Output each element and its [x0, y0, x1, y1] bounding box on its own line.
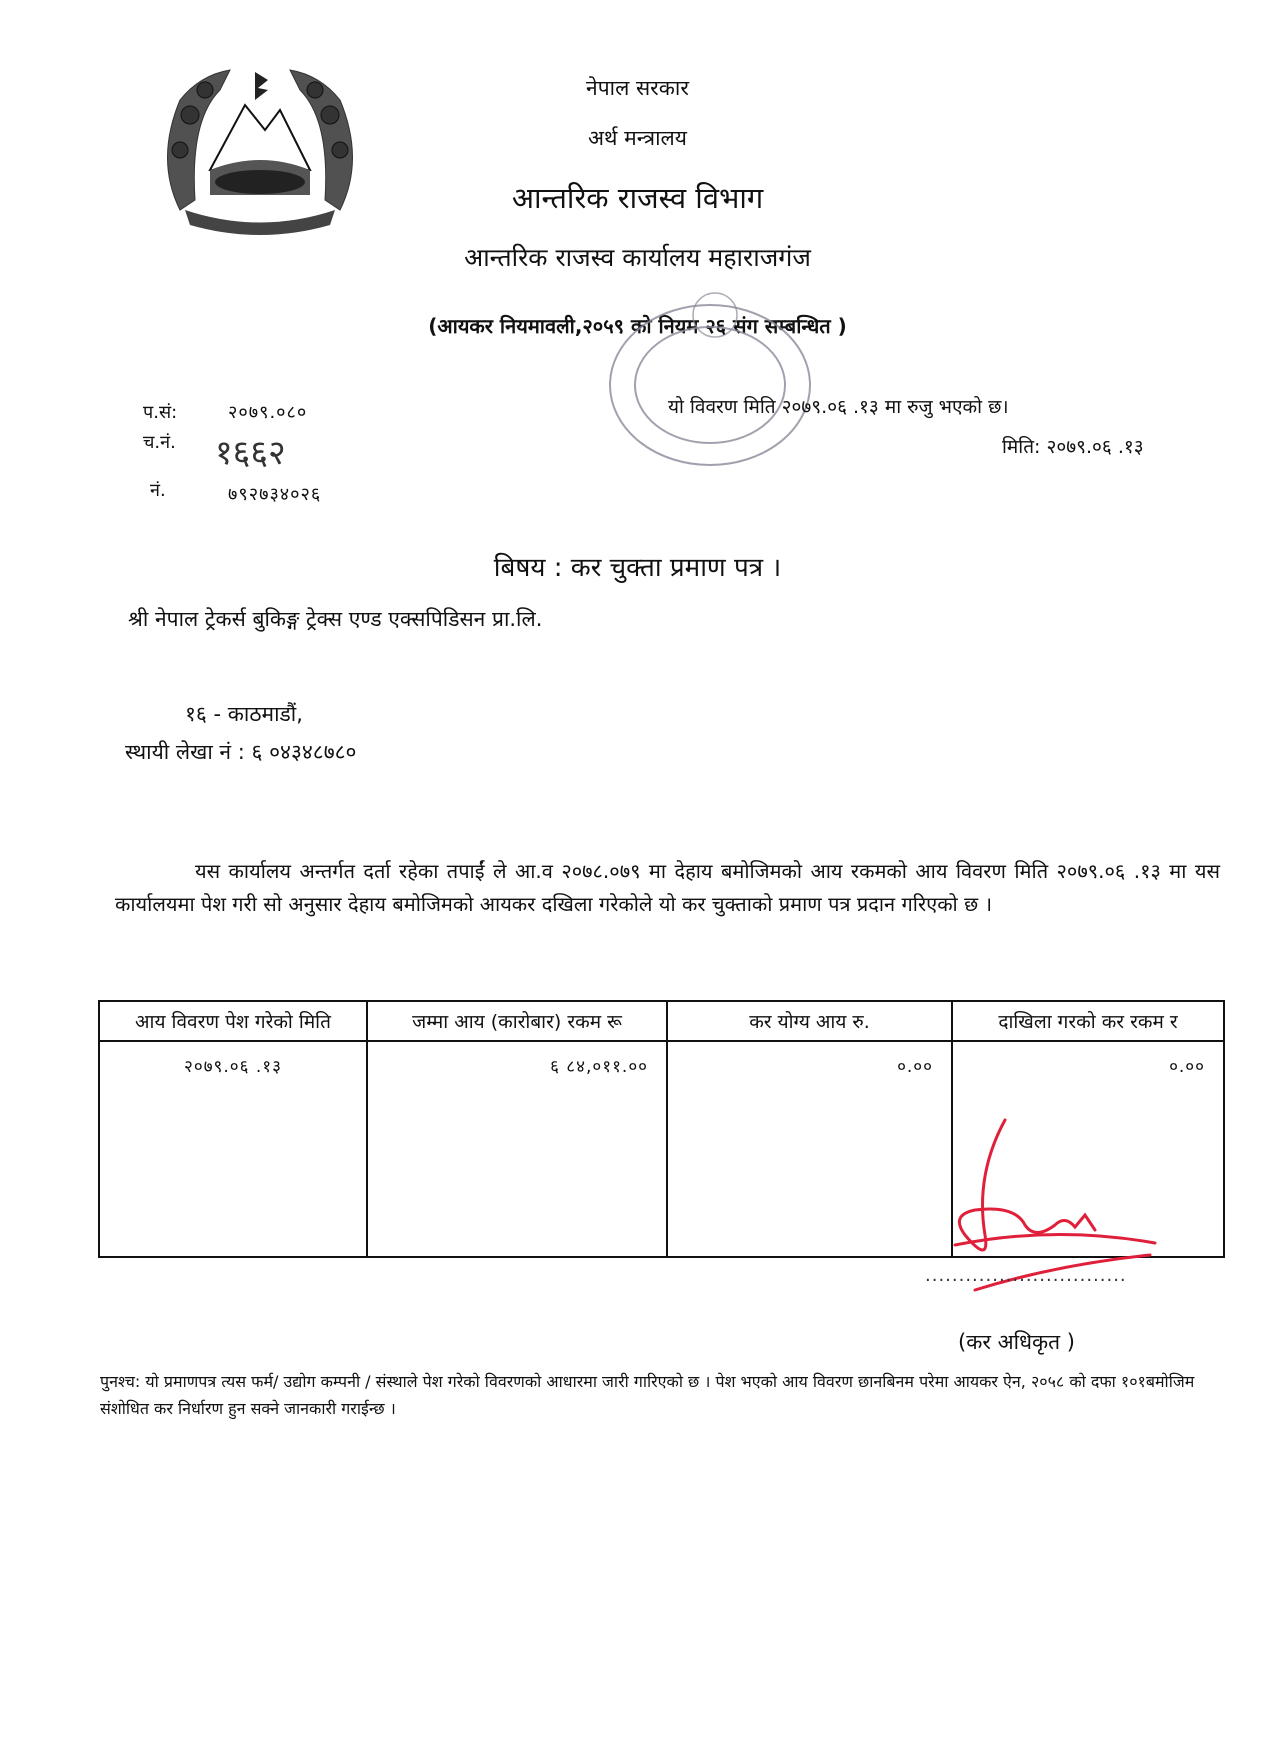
table-cell: ६ ८४,०११.००	[367, 1041, 667, 1257]
recipient-name: श्री नेपाल ट्रेकर्स बुकिङ्ग ट्रेक्स एण्ड एक्सपिडिसन प्रा.लि.	[128, 607, 543, 631]
header-department: आन्तरिक राजस्व विभाग	[511, 181, 764, 215]
n-value: ७९२७३४०२६	[228, 484, 322, 505]
table-cell: ०.००	[667, 1041, 952, 1257]
signature-dotted-line: ..............................	[925, 1265, 1127, 1286]
office-stamp-icon	[600, 285, 840, 485]
footnote: पुनश्च: यो प्रमाणपत्र त्यस फर्म/ उद्योग कम्पनी / संस्थाले पेश गरेको विवरणको आधारमा जारी गारिएको छ । पेश भएको आय विवरण छानबिनम परेमा आयकर ऐन, २०५८ को दफा १०१बमोजिम संशोधित कर निर्धारण हुन सक्ने जानकारी गराईन्छ ।	[100, 1372, 1195, 1418]
subject-line: बिषय : कर चुक्ता प्रमाण पत्र ।	[493, 553, 782, 583]
recipient-pan: स्थायी लेखा नं : ६ ०४३४८७८०	[125, 740, 357, 764]
table-header-cell: जम्मा आय (कारोबार) रकम रू	[367, 1001, 667, 1041]
issue-date: मिति: २०७९.०६ .१३	[1002, 436, 1144, 458]
ps-value: २०७९.०८०	[228, 402, 308, 423]
ps-label: प.सं:	[143, 402, 178, 423]
chn-value: १६६२	[215, 433, 286, 473]
recipient-address: १६ - काठमाडौं,	[185, 702, 303, 726]
header-rule-reference: (आयकर नियमावली,२०५९ को नियम २६ संग सम्बन्धित )	[428, 314, 847, 338]
n-label: नं.	[150, 480, 166, 501]
header-office: आन्तरिक राजस्व कार्यालय महाराजगंज	[464, 243, 811, 272]
chn-label: च.नं.	[143, 432, 176, 453]
table-header-cell: दाखिला गरको कर रकम र	[952, 1001, 1224, 1041]
table-header-cell: आय विवरण पेश गरेको मिति	[99, 1001, 367, 1041]
submission-note: यो विवरण मिति २०७९.०६ .१३ मा रुजु भएको छ।	[668, 396, 1009, 418]
certificate-body: यस कार्यालय अन्तर्गत दर्ता रहेका तपाईं ले आ.व २०७८.०७९ मा देहाय बमोजिमको आय रकमको आय विवरण मिति २०७९.०६ .१३ मा यस कार्यालयमा पेश गरी सो अनुसार देहाय बमोजिमको आयकर दखिला गरेकोले यो कर चुक्ताको प्रमाण पत्र प्रदान गरिएको छ ।	[115, 859, 1220, 916]
table-header-cell: कर योग्य आय रु.	[667, 1001, 952, 1041]
table-header-row	[99, 1001, 1224, 1041]
table-cell: २०७९.०६ .१३	[99, 1041, 367, 1257]
header-government: नेपाल सरकार	[586, 76, 689, 100]
header-ministry: अर्थ मन्त्रालय	[588, 126, 687, 150]
table-cell: ०.००	[952, 1041, 1224, 1257]
signature-title: (कर अधिकृत )	[958, 1330, 1075, 1354]
